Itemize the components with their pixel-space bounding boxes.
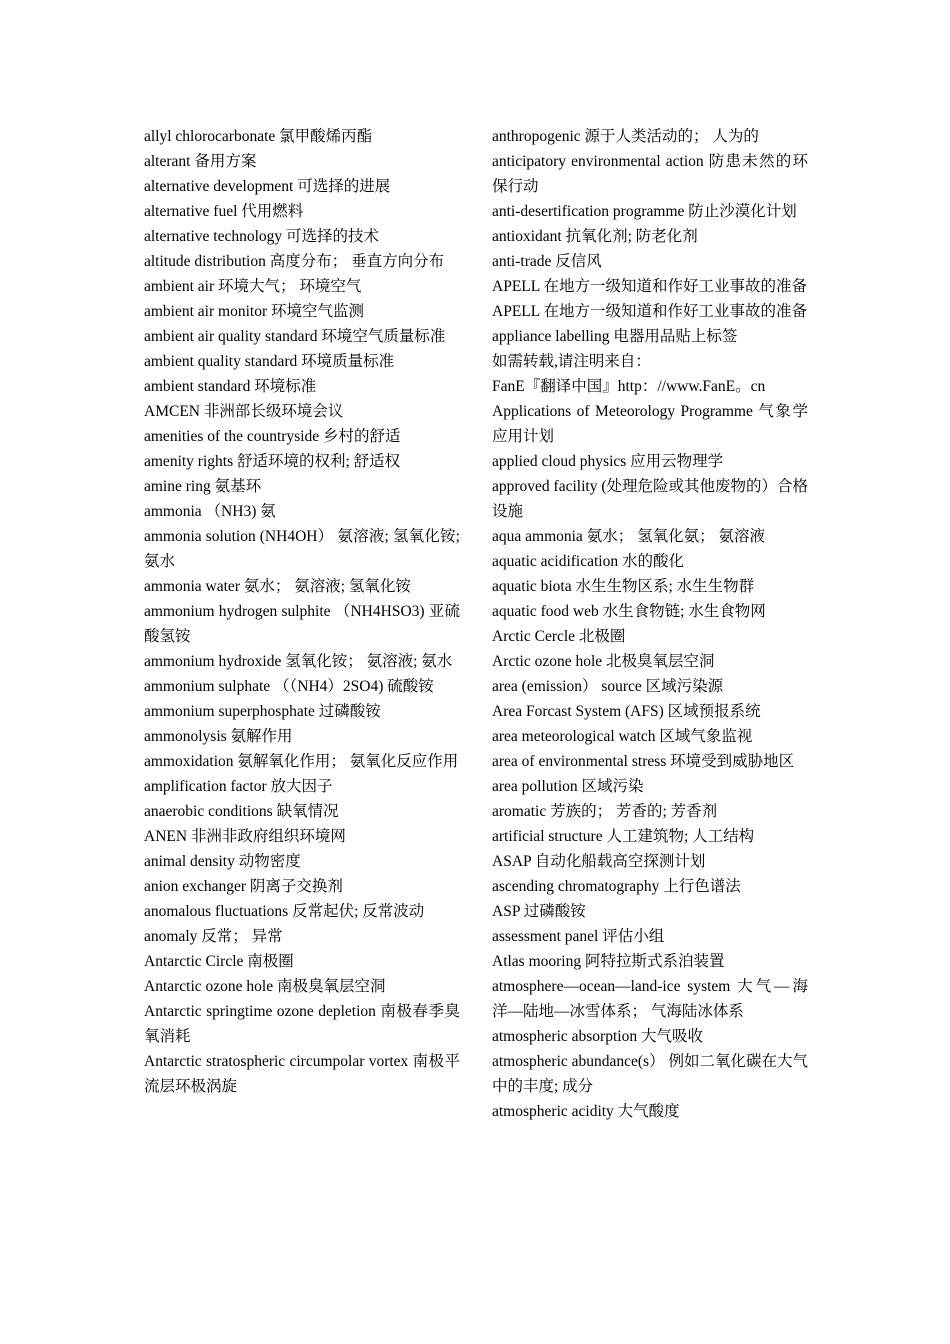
glossary-entry: Antarctic stratospheric circumpolar vortex 南极平流层环极涡旋 (144, 1053, 460, 1095)
glossary-entry: ascending chromatography 上行色谱法 (492, 878, 741, 895)
glossary-entry: ammonium hydroxide 氢氧化铵； 氨溶液; 氨水 (144, 653, 453, 670)
glossary-entry: ANEN 非洲非政府组织环境网 (144, 828, 346, 845)
glossary-entry: anion exchanger 阴离子交换剂 (144, 878, 343, 895)
glossary-entry: Applications of Meteorology Programme 气象学应用计划 (492, 403, 808, 445)
glossary-entry: amenity rights 舒适环境的权利; 舒适权 (144, 453, 401, 470)
glossary-entry: assessment panel 评估小组 (492, 928, 665, 945)
glossary-entry: ammonium hydrogen sulphite （NH4HSO3) 亚硫酸氢铵 (144, 603, 460, 645)
glossary-entry: APELL 在地方一级知道和作好工业事故的准备 (492, 278, 808, 295)
glossary-entry: ammonia （NH3) 氨 (144, 503, 276, 520)
glossary-entry: Antarctic Circle 南极圈 (144, 953, 294, 970)
glossary-column-left (144, 124, 460, 1099)
glossary-entry: ambient air 环境大气； 环境空气 (144, 278, 362, 295)
glossary-entry: aquatic food web 水生食物链; 水生食物网 (492, 603, 766, 620)
glossary-entry: Antarctic springtime ozone depletion 南极春季臭氧消耗 (144, 1003, 460, 1045)
glossary-entry: alternative development 可选择的进展 (144, 178, 391, 195)
glossary-entry: Arctic ozone hole 北极臭氧层空洞 (492, 653, 715, 670)
glossary-entry: area meteorological watch 区域气象监视 (492, 728, 753, 745)
glossary-entry: AMCEN 非洲部长级环境会议 (144, 403, 344, 420)
glossary-entry: altitude distribution 高度分布； 垂直方向分布 (144, 253, 445, 270)
glossary-entry: antioxidant 抗氧化剂; 防老化剂 (492, 228, 698, 245)
glossary-entry: Area Forcast System (AFS) 区域预报系统 (492, 703, 761, 720)
glossary-entry: APELL 在地方一级知道和作好工业事故的准备 (492, 303, 808, 320)
glossary-entry: atmospheric abundance(s） 例如二氧化碳在大气中的丰度; 成分 (492, 1053, 808, 1095)
glossary-entry: animal density 动物密度 (144, 853, 301, 870)
glossary-entry: alterant 备用方案 (144, 153, 257, 170)
glossary-entry: aquatic acidification 水的酸化 (492, 553, 684, 570)
glossary-entry: ammonolysis 氨解作用 (144, 728, 293, 745)
glossary-entry: alternative fuel 代用燃料 (144, 203, 304, 220)
glossary-entry: ammoxidation 氨解氧化作用； 氨氧化反应作用 (144, 753, 459, 770)
glossary-entry: amplification factor 放大因子 (144, 778, 333, 795)
glossary-entry: approved facility (处理危险或其他废物的）合格设施 (492, 478, 808, 520)
glossary-entry: atmospheric absorption 大气吸收 (492, 1028, 703, 1045)
glossary-entry: Arctic Cercle 北极圈 (492, 628, 626, 645)
glossary-entry: ambient air monitor 环境空气监测 (144, 303, 364, 320)
glossary-entry: amine ring 氨基环 (144, 478, 262, 495)
glossary-entry: 如需转载,请注明来自： (492, 353, 651, 370)
glossary-entry: aqua ammonia 氨水； 氢氧化氨； 氨溶液 (492, 528, 765, 545)
glossary-entry: Atlas mooring 阿特拉斯式系泊装置 (492, 953, 725, 970)
glossary-entry: ammonia solution (NH4OH） 氨溶液; 氢氧化铵; 氨水 (144, 528, 460, 570)
glossary-entry: anti-desertification programme 防止沙漠化计划 (492, 203, 797, 220)
glossary-entry: ASAP 自动化船载高空探测计划 (492, 853, 706, 870)
glossary-entry: allyl chlorocarbonate 氯甲酸烯丙酯 (144, 128, 373, 145)
glossary-entry: anaerobic conditions 缺氧情况 (144, 803, 339, 820)
glossary-entry: appliance labelling 电器用品贴上标签 (492, 328, 738, 345)
glossary-entry: area (emission） source 区域污染源 (492, 678, 724, 695)
glossary-column-right (492, 124, 808, 1124)
glossary-entry: anthropogenic 源于人类活动的； 人为的 (492, 128, 759, 145)
glossary-entry: atmosphere—ocean—land-ice system 大气—海洋—陆地—冰雪体系； 气海陆冰体系 (492, 978, 808, 1020)
glossary-entry: ambient air quality standard 环境空气质量标准 (144, 328, 446, 345)
glossary-entry: anticipatory environmental action 防患未然的环保行动 (492, 153, 808, 195)
glossary-entry: artificial structure 人工建筑物; 人工结构 (492, 828, 755, 845)
glossary-entry: ambient standard 环境标准 (144, 378, 317, 395)
glossary-entry: ammonium sulphate （（NH4）2SO4) 硫酸铵 (144, 678, 434, 695)
glossary-entry: amenities of the countryside 乡村的舒适 (144, 428, 401, 445)
glossary-entry: applied cloud physics 应用云物理学 (492, 453, 724, 470)
glossary-entry: ASP 过磷酸铵 (492, 903, 586, 920)
glossary-entry: ammonia water 氨水； 氨溶液; 氢氧化铵 (144, 578, 411, 595)
glossary-entry: anomalous fluctuations 反常起伏; 反常波动 (144, 903, 425, 920)
glossary-entry: atmospheric acidity 大气酸度 (492, 1103, 680, 1120)
glossary-entry: aromatic 芳族的； 芳香的; 芳香剂 (492, 803, 718, 820)
glossary-entry: aquatic biota 水生生物区系; 水生生物群 (492, 578, 755, 595)
glossary-entry: Antarctic ozone hole 南极臭氧层空洞 (144, 978, 386, 995)
glossary-entry: ammonium superphosphate 过磷酸铵 (144, 703, 381, 720)
glossary-entry: area of environmental stress 环境受到威胁地区 (492, 753, 795, 770)
glossary-entry: alternative technology 可选择的技术 (144, 228, 380, 245)
glossary-entry: ambient quality standard 环境质量标准 (144, 353, 395, 370)
glossary-entry: FanE『翻译中国』http：//www.FanE。cn (492, 378, 766, 395)
glossary-entry: anomaly 反常； 异常 (144, 928, 283, 945)
glossary-entry: anti-trade 反信风 (492, 253, 602, 270)
glossary-entry: area pollution 区域污染 (492, 778, 644, 795)
